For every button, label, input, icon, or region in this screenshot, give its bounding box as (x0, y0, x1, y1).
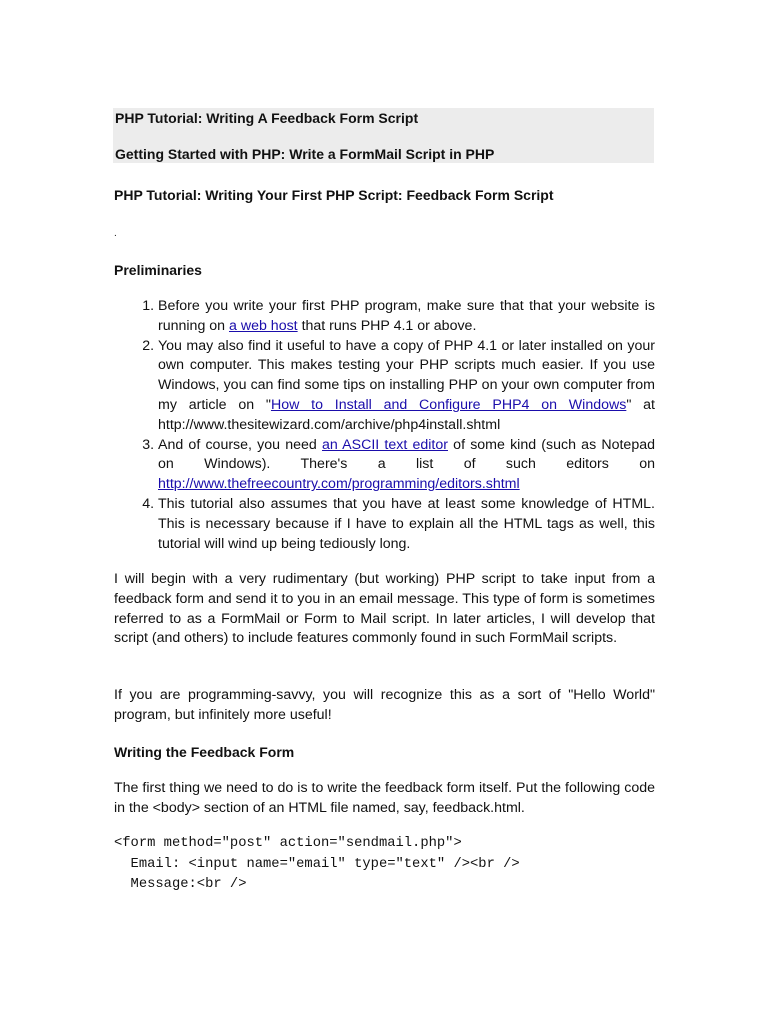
feedback-form-paragraph: The first thing we need to do is to write the feedback form itself. Put the following code in the <body> section of an HTML file named, say, feedback.html. (114, 780, 655, 816)
code-block (114, 834, 520, 896)
header-band (113, 108, 654, 163)
list-item-text: Before you write your first PHP program, make sure that that your website is running on (158, 298, 655, 334)
intro-paragraph: I will begin with a very rudimentary (but working) PHP script to take input from a feedback form and send it to you in an email message. This type of form is sometimes referred to as a FormMail or Form to Mail script. In later articles, I will develop that script (and others) to include features commonly found in such FormMail scripts. (114, 571, 655, 647)
install-php4-link[interactable]: How to Install and Configure PHP4 on Windows (270, 396, 627, 413)
header-title-1: PHP Tutorial: Writing A Feedback Form Script (115, 110, 419, 126)
list-item-text: And of course, you need (158, 436, 322, 453)
ascii-editor-link[interactable]: an ASCII text editor (322, 436, 448, 453)
list-item-text: that runs PHP 4.1 or above. (297, 317, 477, 334)
feedback-form-heading: Writing the Feedback Form (114, 744, 295, 760)
list-item (158, 297, 655, 337)
web-host-link[interactable]: a web host (229, 317, 298, 334)
list-item-text: You may also find it useful to have a copy of PHP 4.1 or later installed on your own computer. This makes testing your PHP scripts much easier. If you use Windows, you can find some tips on installing PHP on your own computer from my article on " (158, 337, 655, 413)
document-title: PHP Tutorial: Writing Your First PHP Script: Feedback Form Script (114, 187, 554, 203)
list-item (158, 436, 655, 495)
stray-mark: . (114, 228, 117, 239)
header-title-2: Getting Started with PHP: Write a FormMail Script in PHP (115, 146, 495, 162)
list-item-text: This tutorial also assumes that you have at least some knowledge of HTML. This is necessary because if I have to explain all the HTML tags as well, this tutorial will wind up being tediously long. (158, 495, 655, 552)
preliminaries-list (114, 297, 655, 554)
list-item (158, 495, 655, 554)
list-item (158, 337, 655, 436)
list-item-text: of some kind (such as Notepad on Windows). There's a list of such editors on (158, 436, 655, 473)
code-line: Message:<br /> (114, 877, 247, 892)
editors-url-link[interactable]: http://www.thefreecountry.com/programming/editors.shtml (158, 476, 520, 493)
code-line: <form method="post" action="sendmail.php"> (114, 836, 462, 851)
preliminaries-heading: Preliminaries (114, 262, 202, 278)
hello-world-paragraph: If you are programming-savvy, you will recognize this as a sort of "Hello World" program, but infinitely more useful! (114, 687, 655, 723)
list-item-text: " at http://www.thesitewizard.com/archive/php4install.shtml (158, 396, 656, 433)
code-line: Email: <input name="email" type="text" /><br /> (114, 856, 520, 872)
